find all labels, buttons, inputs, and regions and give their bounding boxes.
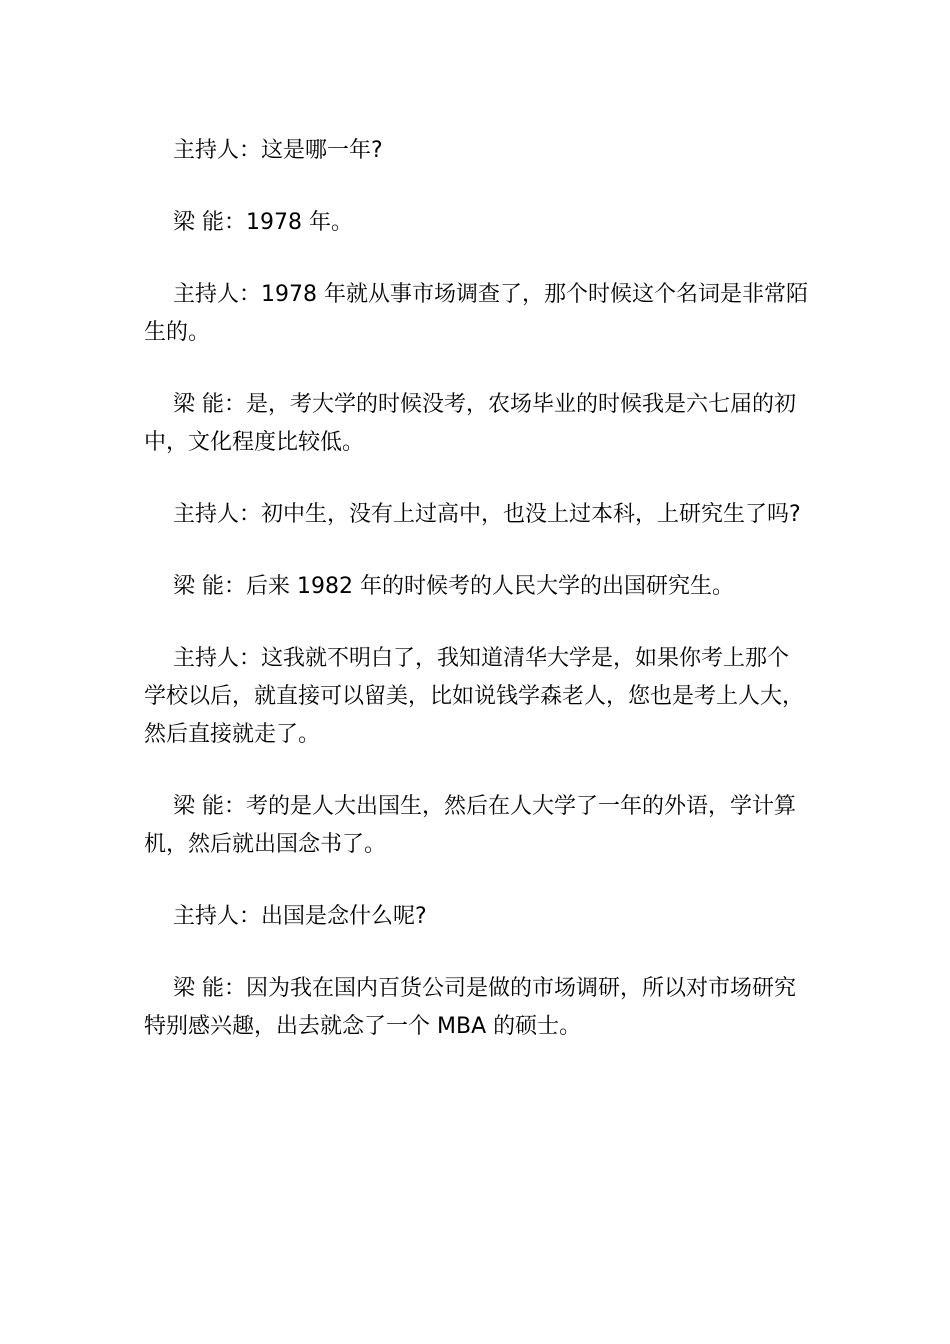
speaker-label: 梁 能 <box>173 392 224 417</box>
speaker-label: 梁 能 <box>173 210 224 235</box>
paragraph-text: 1978 年就从事市场调查了，那个时候这个名词是非常陌生的。 <box>144 282 809 345</box>
paragraph-7 <box>144 640 808 754</box>
separator: ： <box>239 646 262 671</box>
paragraph-text: 是，考大学的时候没考，农场毕业的时候我是六七届的初中，文化程度比较低。 <box>144 392 797 455</box>
paragraph-text: 考的是人大出国生，然后在人大学了一年的外语，学计算机，然后就出国念书了。 <box>144 794 797 857</box>
paragraph-text: 这是哪一年? <box>261 138 383 163</box>
speaker-label: 主持人 <box>173 138 240 163</box>
paragraph-5 <box>144 496 808 534</box>
separator: ： <box>224 210 247 235</box>
separator: ： <box>224 976 247 1001</box>
document-page <box>144 132 808 1046</box>
paragraph-3 <box>144 276 808 352</box>
speaker-label: 主持人 <box>173 282 240 307</box>
speaker-label: 主持人 <box>173 904 240 929</box>
paragraph-text: 后来 1982 年的时候考的人民大学的出国研究生。 <box>246 574 734 599</box>
speaker-label: 主持人 <box>173 502 240 527</box>
paragraph-text: 初中生，没有上过高中，也没上过本科，上研究生了吗? <box>261 502 801 527</box>
separator: ： <box>239 138 262 163</box>
paragraph-2 <box>144 204 808 242</box>
separator: ： <box>224 574 247 599</box>
paragraph-9 <box>144 898 808 936</box>
speaker-label: 梁 能 <box>173 574 224 599</box>
separator: ： <box>239 904 262 929</box>
paragraph-text: 出国是念什么呢? <box>261 904 427 929</box>
paragraph-4 <box>144 386 808 462</box>
paragraph-8 <box>144 788 808 864</box>
paragraph-text: 这我就不明白了，我知道清华大学是，如果你考上那个学校以后，就直接可以留美，比如说钱学森老人，您也是考上人大，然后直接就走了。 <box>144 646 805 747</box>
separator: ： <box>224 392 247 417</box>
separator: ： <box>239 282 262 307</box>
paragraph-text: 1978 年。 <box>246 210 353 235</box>
paragraph-1 <box>144 132 808 170</box>
speaker-label: 梁 能 <box>173 976 224 1001</box>
paragraph-text: 因为我在国内百货公司是做的市场调研，所以对市场研究特别感兴趣，出去就念了一个 MBA 的硕士。 <box>144 976 797 1039</box>
paragraph-10 <box>144 970 808 1046</box>
speaker-label: 主持人 <box>173 646 240 671</box>
speaker-label: 梁 能 <box>173 794 224 819</box>
separator: ： <box>224 794 247 819</box>
paragraph-6 <box>144 568 808 606</box>
separator: ： <box>239 502 262 527</box>
